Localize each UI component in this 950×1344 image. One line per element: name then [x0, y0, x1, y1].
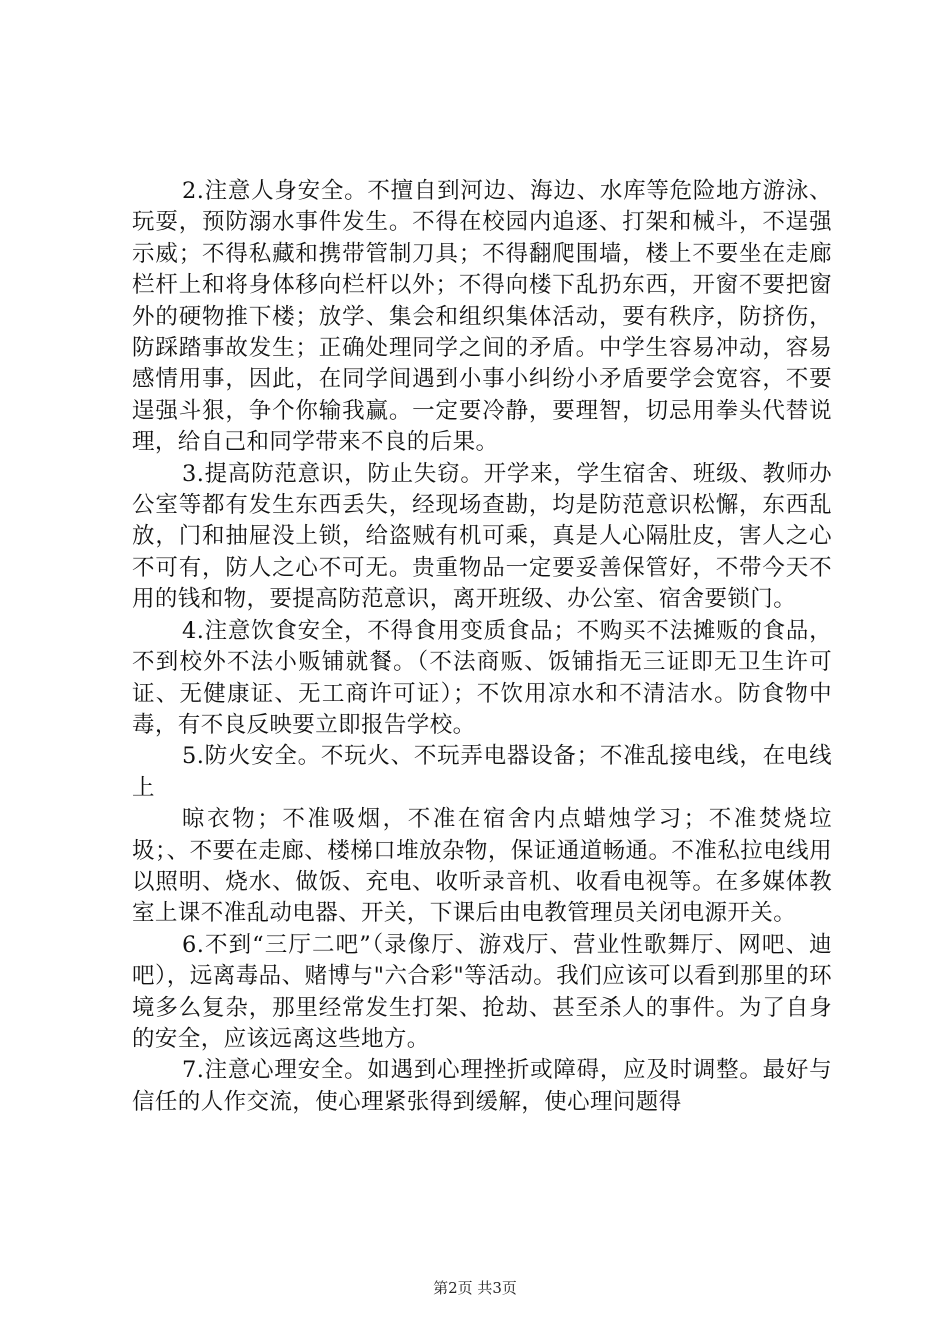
paragraph-fire-safety-continued: 晾衣物；不准吸烟，不准在宿舍内点蜡烛学习；不准焚烧垃圾；、不要在走廊、楼梯口堆放杂物，保证通道畅通。不准私拉电线用以照明、烧水、做饭、充电、收听录音机、收看电视等。在多媒体教室上课不准乱动电器、开关，下课后由电教管理员关闭电源开关。: [132, 806, 832, 927]
page-footer: [0, 1278, 950, 1298]
paragraph-theft-prevention: 3.提高防范意识，防止失窃。开学来，学生宿舍、班级、教师办公室等都有发生东西丢失，经现场查勘，均是防范意识松懈，东西乱放，门和抽屉没上锁，给盗贼有机可乘，真是人心隔肚皮，害人之心不可有，防人之心不可无。贵重物品一定要妥善保管好，不带今天不用的钱和物，要提高防范意识，离开班级、办公室、宿舍要锁门。: [132, 460, 832, 613]
paragraph-fire-safety: 5.防火安全。不玩火、不玩弄电器设备；不准乱接电线，在电线上: [132, 743, 832, 801]
paragraph-psychological-safety: 7.注意心理安全。如遇到心理挫折或障碍，应及时调整。最好与信任的人作交流，使心理紧张得到缓解，使心理问题得: [132, 1057, 832, 1115]
paragraph-food-safety: 4.注意饮食安全，不得食用变质食品；不购买不法摊贩的食品，不到校外不法小贩铺就餐。（不法商贩、饭铺指无三证即无卫生许可证、无健康证、无工商许可证）；不饮用凉水和不清洁水。防食物中毒，有不良反映要立即报告学校。: [132, 617, 832, 738]
page-number-label: 第2页 共3页: [433, 1279, 517, 1297]
paragraph-personal-safety: 2.注意人身安全。不擅自到河边、海边、水库等危险地方游泳、玩耍，预防溺水事件发生。不得在校园内追逐、打架和械斗，不逞强示威；不得私藏和携带管制刀具；不得翻爬围墙，楼上不要坐在走廊栏杆上和将身体移向栏杆以外；不得向楼下乱扔东西，开窗不要把窗外的硬物推下楼；放学、集会和组织集体活动，要有秩序，防挤伤，防踩踏事故发生；正确处理同学之间的矛盾。中学生容易冲动，容易感情用事，因此，在同学间遇到小事小纠纷小矛盾要学会宽容，不要逞强斗狠，争个你输我赢。一定要冷静，要理智，切忌用拳头代替说理，给自己和同学带来不良的后果。: [132, 178, 832, 456]
paragraph-entertainment-venues: 6.不到“三厅二吧”（录像厅、游戏厅、营业性歌舞厅、网吧、迪吧），远离毒品、赌博与"六合彩"等活动。我们应该可以看到那里的环境多么复杂，那里经常发生打架、抢劫、甚至杀人的事件。为了自身的安全，应该远离这些地方。: [132, 931, 832, 1052]
document-body: [132, 176, 832, 1118]
